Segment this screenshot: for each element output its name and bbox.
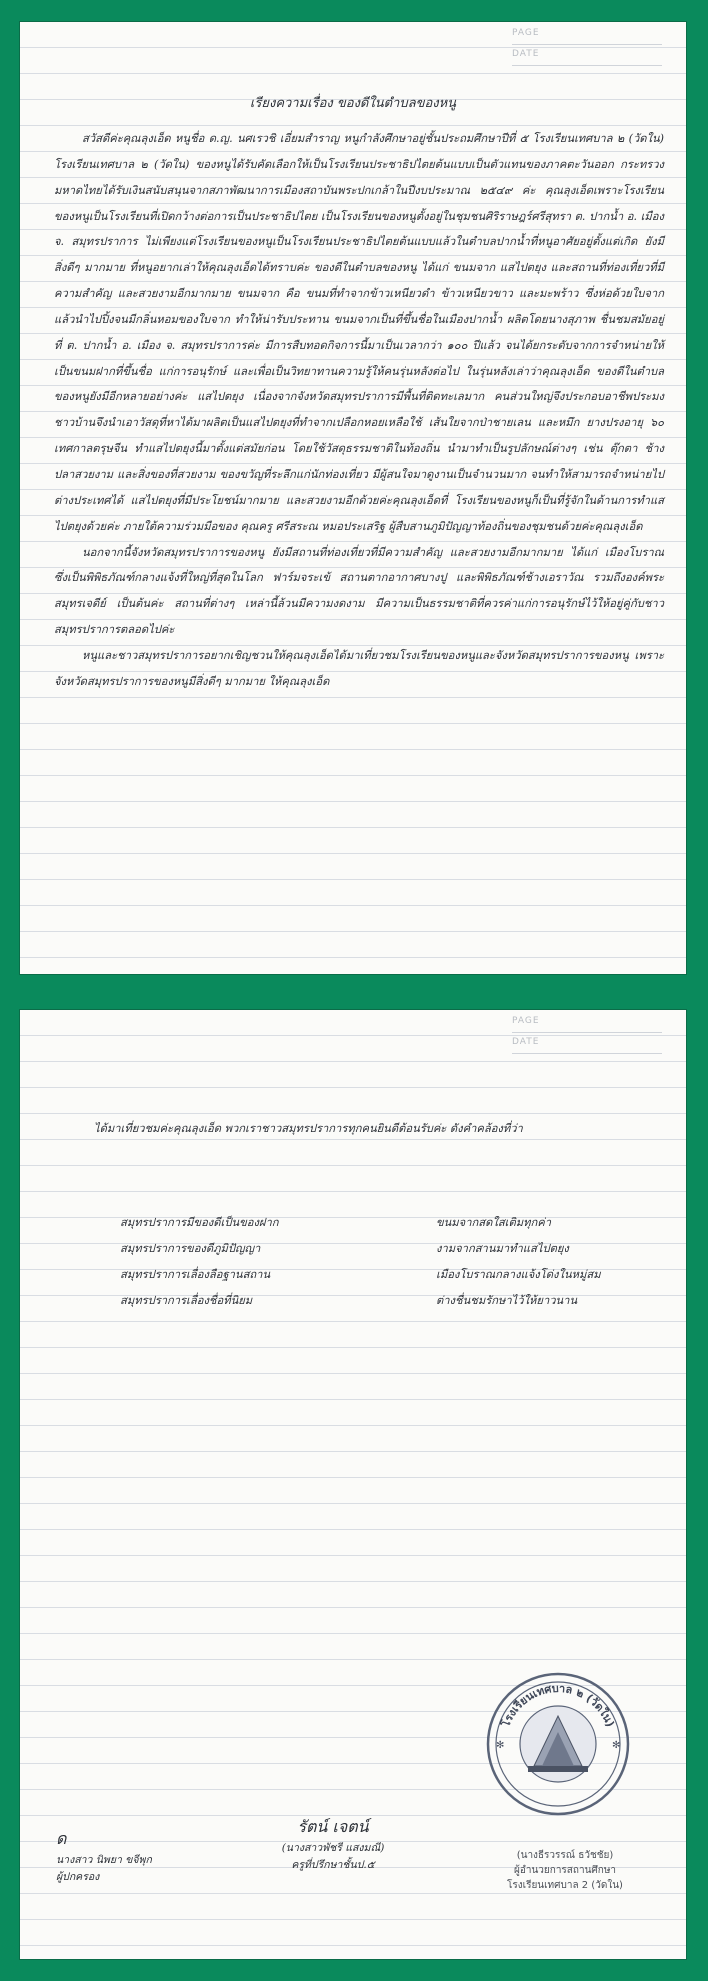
signature-scribble: ด	[56, 1829, 67, 1848]
essay-paragraph: สวัสดีค่ะคุณลุงเอ็ด หนูชื่อ ด.ญ. นศเรวชิ เอี่ยมสำราญ หนูกำลังศึกษาอยู่ชั้นประถมศึกษาปีที่ ๕ โรงเรียนเทศบาล ๒ (วัดใน) โรงเรียนเทศบาล ๒ (วัดใน) ของหนูได้รับคัดเลือกให้เป็นโรงเรียนประชาธิปไตยต้นแบบเป็นตัวแทนของภาคตะวันออก กระทรวงมหาดไทยได้รับเงินสนับสนุนจากสภาพัฒนาการเมืองสถาบันพระปกเกล้าในปีงบประมาณ ๒๕๔๙ ค่ะ คุณลุงเอ็ดเพราะโรงเรียนของหนูเป็นโรงเรียนที่เปิดกว้างต่อการเป็นประชาธิปไตย เป็นโรงเรียนของหนูตั้งอยู่ในชุมชนศิริราษฎร์ศรีสุทรา ต. ปากน้ำ อ. เมือง จ. สมุทรปราการ ไม่เพียงแต่โรงเรียนของหนูเป็นโรงเรียนประชาธิปไตยต้นแบบแล้วในตำบลปากน้ำที่หนูอาศัยอยู่ตั้งแต่เกิด ยังมีสิ่งดีๆ มากมาย ที่หนูอยากเล่าให้คุณลุงเอ็ดได้ทราบค่ะ ของดีในตำบลของหนู ได้แก่ ขนมจาก แสไปตยุง และสถานที่ท่องเที่ยวที่มีความสำคัญ และสวยงามอีกมากมาย ขนมจาก คือ ขนมที่ทำจากข้าวเหนียวดำ ข้าวเหนียวขาว และมะพร้าว ซึ่งห่อด้วยใบจากแล้วนำไปปิ้งจนมีกลิ่นหอมของใบจาก ทำให้น่ารับประทาน ขนมจากเป็นที่ขึ้นชื่อในเมืองปากน้ำ ผลิตโดยนางสุภาพ ชื่นชมสมัยอยู่ที่ ต. ปากน้ำ อ. เมือง จ. สมุทรปราการค่ะ มีการสืบทอดกิจการนี้มาเป็นเวลากว่า ๑๐๐ ปีแล้ว จนได้ยกระดับจากการจำหน่ายให้เป็นขนมฝากที่ขึ้นชื่อ แก่การอนุรักษ์ และเพื่อเป็นวิทยาทานความรู้ให้คนรุ่นหลังต่อไป ในรุ่นหลังเล่าว่าคุณลุงเอ็ด ของดีในตำบลของหนูยังมีอีกหลายอย่างค่ะ แสไปตยุง เนื่องจากจังหวัดสมุทรปราการมีพื้นที่ติดทะเลมาก คนส่วนใหญ่จึงประกอบอาชีพประมงชาวบ้านจึงนำเอาวัสดุที่หาได้มาผลิตเป็นแสไปตยุงที่ทำจากเปลือกหอยเหลือใช้ เส้นใยจากป่าชายเลน และหมึก ยางปรงอายุ ๖๐ เทศกาลตรุษจีน ทำแสไปตยุงนี้มาตั้งแต่สมัยก่อน โดยใช้วัสดุธรรมชาติในท้องถิ่น นำมาทำเป็นรูปลักษณ์ต่างๆ เช่น ตุ๊กตา ช้าง ปลาสวยงาม และสิ่งของที่สวยงาม ของขวัญที่ระลึกแก่นักท่องเที่ยว มีผู้สนใจมาดูงานเป็นจำนวนมาก จนทำให้สามารถจำหน่ายไปต่างประเทศได้ แสไปตยุงที่มีประโยชน์มากมาย และสวยงามอีกด้วยค่ะคุณลุงเอ็ดที่ โรงเรียนของหนูก็เป็นที่รู้จักในด้านการทำแสไปตยุงด้วยค่ะ ภายใต้ความร่วมมือของ คุณครู ศรีสระณ หมอประเสริฐ ผู้สืบสานภูมิปัญญาท้องถิ่นของชุมชนด้วยค่ะคุณลุงเอ็ด	[54, 132, 664, 533]
signature-director	[480, 1848, 650, 1893]
signer-name: (นางสาวพัชรี แสงมณี)	[281, 1842, 385, 1854]
slogan-line: เมืองโบราณกลางแจ้งโด่งในหมู่สม	[436, 1268, 601, 1281]
closing-intro: ได้มาเที่ยวชมค่ะคุณลุงเอ็ด พวกเราชาวสมุทรปราการทุกคนยินดีต้อนรับค่ะ ดังคำคล้องที่ว่า	[94, 1122, 523, 1135]
signer-role: ผู้อำนวยการสถานศึกษา	[513, 1865, 617, 1876]
date-label: DATE	[512, 49, 662, 66]
essay-body	[54, 126, 664, 695]
slogan-line: ขนมจากสดใสเติมทุกค่า	[436, 1216, 552, 1229]
essay-title: เรียงความเรื่อง ของดีในตำบลของหนู	[249, 96, 457, 111]
svg-text:✻: ✻	[612, 1740, 621, 1751]
page-label: PAGE	[512, 1016, 662, 1033]
letter-page-1	[20, 22, 686, 974]
page-date-header	[512, 1016, 662, 1058]
signature-teacher	[258, 1818, 408, 1874]
slogan-line: ต่างชื่นชมรักษาไว้ให้ยาวนาน	[436, 1294, 578, 1307]
page-label: PAGE	[512, 28, 662, 45]
school-seal-stamp	[484, 1670, 632, 1818]
signer-role: ครูที่ปรึกษาชั้นป.๕	[291, 1859, 375, 1871]
signer-school: โรงเรียนเทศบาล 2 (วัดใน)	[507, 1880, 623, 1891]
page-date-header	[512, 28, 662, 70]
slogan-line: สมุทรปราการเลื่องชื่อที่นิยม	[120, 1294, 253, 1307]
date-label: DATE	[512, 1037, 662, 1054]
signer-name: (นางธีรวรรณ์ ธวัชชัย)	[516, 1850, 614, 1861]
signer-name: นางสาว นิพยา ขจีพุก	[56, 1854, 152, 1866]
slogan-line: สมุทรปราการเลื่องลือฐานสถาน	[120, 1268, 271, 1281]
essay-paragraph: นอกจากนี้จังหวัดสมุทรปราการของหนู ยังมีสถานที่ท่องเที่ยวที่มีความสำคัญ และสวยงามอีกมากมาย ได้แก่ เมืองโบราณ ซึ่งเป็นพิพิธภัณฑ์กลางแจ้งที่ใหญ่ที่สุดในโลก ฟาร์มจระเข้ สถานตากอากาศบางปู และพิพิธภัณฑ์ช้างเอราวัณ รวมถึงองค์พระสมุทรเจดีย์ เป็นต้นค่ะ สถานที่ต่างๆ เหล่านี้ล้วนมีความงดงาม มีความเป็นธรรมชาติที่ควรค่าแก่การอนุรักษ์ไว้ให้อยู่คู่กับชาวสมุทรปราการตลอดไปค่ะ	[54, 545, 664, 637]
slogan-line: สมุทรปราการมีของดีเป็นของฝาก	[120, 1216, 279, 1229]
signature-parent	[56, 1830, 206, 1886]
letter-page-2	[20, 1010, 686, 1959]
signer-role: ผู้ปกครอง	[56, 1871, 100, 1883]
svg-text:✻: ✻	[496, 1740, 505, 1751]
slogan-right-column	[364, 1210, 664, 1314]
slogan-line: งามจากสานมาทำแสไปตยุง	[436, 1242, 569, 1255]
slogan-left-column	[54, 1210, 354, 1314]
signature-scribble: รัตน์ เจตน์	[297, 1817, 369, 1836]
essay-paragraph: หนูและชาวสมุทรปราการอยากเชิญชวนให้คุณลุงเอ็ดได้มาเที่ยวชมโรงเรียนของหนูและจังหวัดสมุทรปราการของหนู เพราะจังหวัดสมุทรปราการของหนูมีสิ่งดีๆ มากมาย ให้คุณลุงเอ็ด	[54, 648, 664, 688]
closing-text	[54, 1116, 664, 1142]
stamp-text: โรงเรียนเทศบาล ๒ (วัดใน)	[499, 1681, 617, 1729]
slogan-line: สมุทรปราการของดีภูมิปัญญา	[120, 1242, 261, 1255]
slogan-verse	[54, 1210, 664, 1314]
